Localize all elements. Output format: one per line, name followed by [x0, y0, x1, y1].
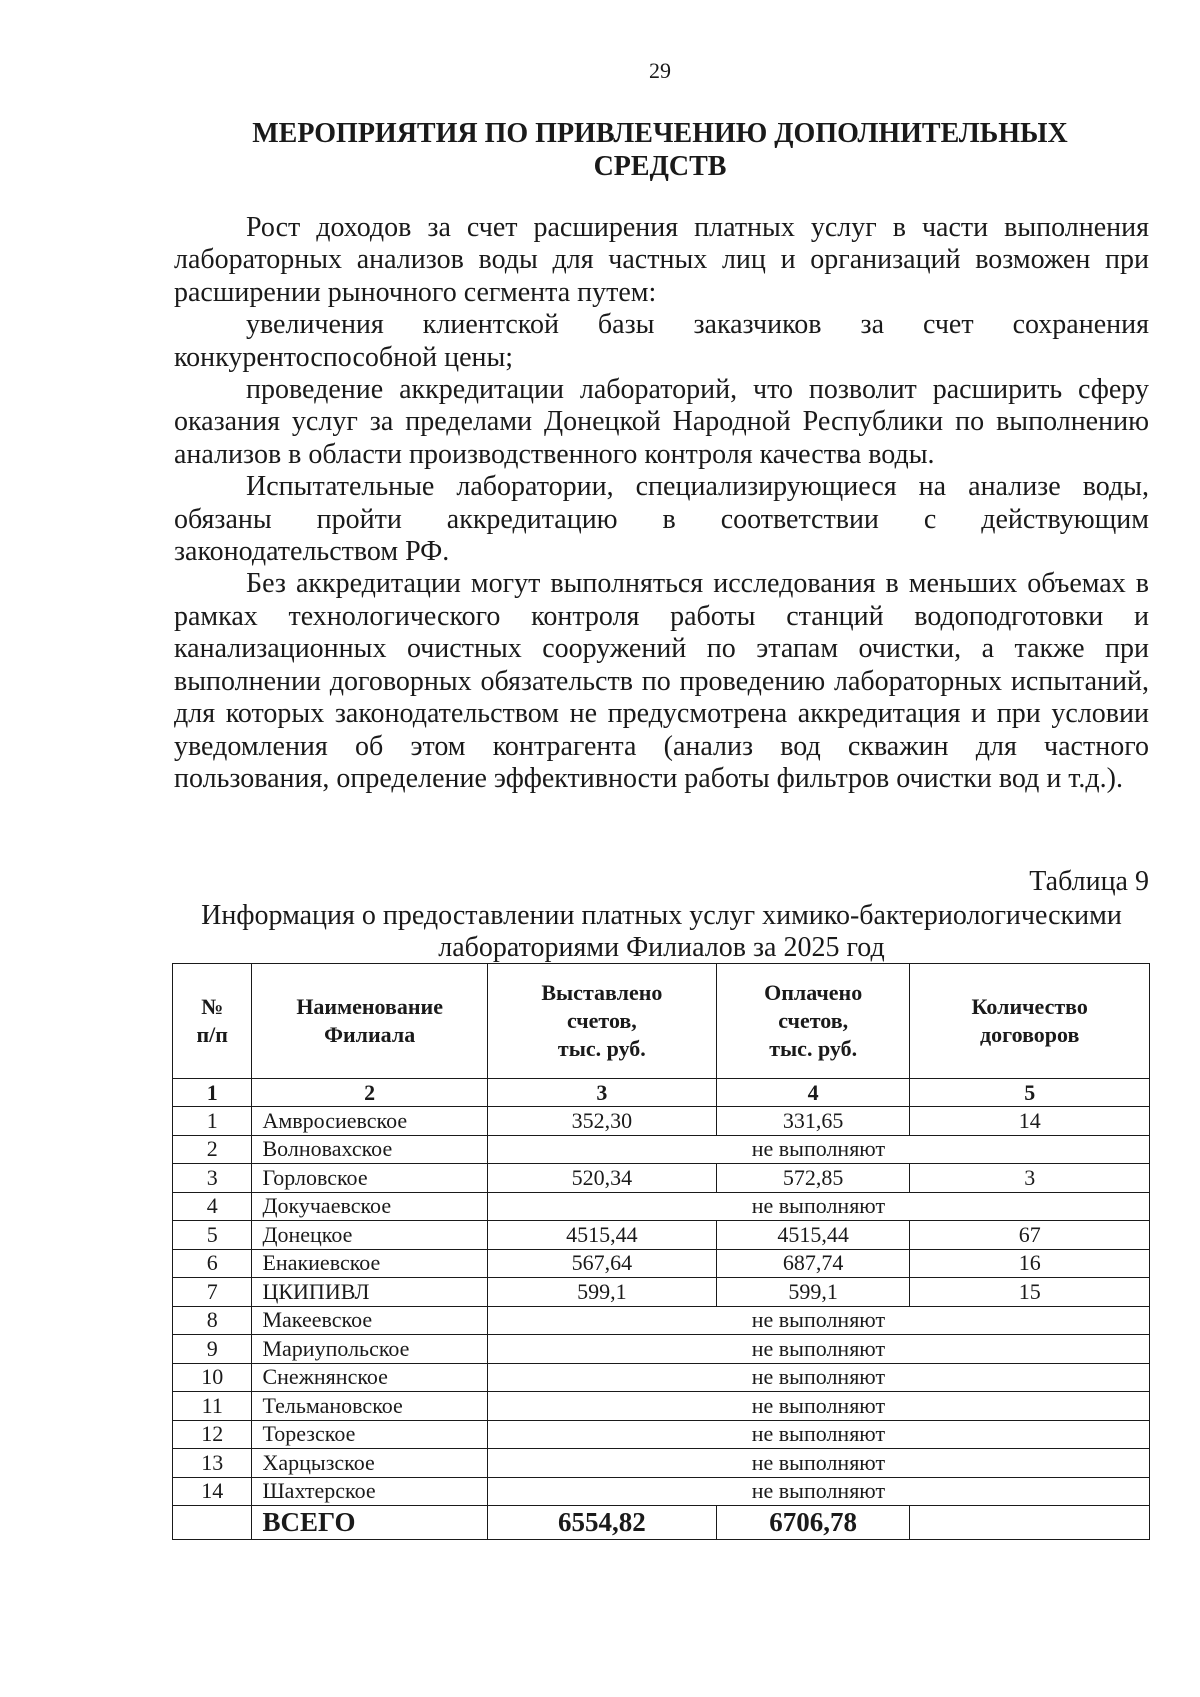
- billed-value: 352,30: [487, 1107, 716, 1136]
- header-billed: [487, 964, 716, 1079]
- table-row: [173, 1278, 1150, 1307]
- branch-name: ЦКИПИВЛ: [252, 1278, 487, 1307]
- row-status: не выполняют: [487, 1306, 1149, 1335]
- table-header-row: [173, 964, 1150, 1079]
- row-status: не выполняют: [487, 1135, 1149, 1164]
- branch-name: Горловское: [252, 1164, 487, 1193]
- table-title: [174, 900, 1149, 964]
- contracts-value: 3: [910, 1164, 1150, 1193]
- row-status: не выполняют: [487, 1477, 1149, 1506]
- row-number: 2: [173, 1135, 252, 1164]
- table-row: [173, 1221, 1150, 1250]
- table-row: [173, 1477, 1150, 1506]
- body-text: [174, 212, 1149, 795]
- total-row: [173, 1506, 1150, 1540]
- table-row: [173, 1420, 1150, 1449]
- header-paid: [716, 964, 910, 1079]
- table-label: Таблица 9: [1029, 866, 1149, 897]
- row-number: 1: [173, 1107, 252, 1136]
- section-heading: [240, 117, 1080, 183]
- row-number: 13: [173, 1449, 252, 1478]
- billed-value: 4515,44: [487, 1221, 716, 1250]
- branch-name: Енакиевское: [252, 1249, 487, 1278]
- paid-value: 4515,44: [716, 1221, 910, 1250]
- header-num: [173, 964, 252, 1079]
- header-name: [252, 964, 487, 1079]
- paragraph: увеличения клиентской базы заказчиков за счет сохранения конкурентоспособной цены;: [174, 309, 1149, 373]
- page-number: 29: [649, 58, 671, 83]
- branch-name: Снежнянское: [252, 1363, 487, 1392]
- row-number: 10: [173, 1363, 252, 1392]
- row-number: 9: [173, 1335, 252, 1364]
- header-billed-line: Выставлено: [541, 980, 663, 1005]
- table-row: [173, 1164, 1150, 1193]
- header-paid-line: Оплачено: [764, 980, 863, 1005]
- row-number: 8: [173, 1306, 252, 1335]
- table-row: [173, 1335, 1150, 1364]
- header-num-line: п/п: [196, 1022, 228, 1047]
- column-number-row: [173, 1079, 1150, 1107]
- contracts-value: 15: [910, 1278, 1150, 1307]
- contracts-value: 67: [910, 1221, 1150, 1250]
- services-table: [172, 963, 1150, 1540]
- row-number: 4: [173, 1192, 252, 1221]
- column-number: 2: [252, 1079, 487, 1107]
- header-num-line: №: [201, 994, 224, 1019]
- total-num-cell: [173, 1506, 252, 1540]
- section-heading-line-2: СРЕДСТВ: [593, 151, 727, 183]
- column-number: 4: [716, 1079, 910, 1107]
- header-contracts-line: Количество: [971, 994, 1088, 1019]
- header-billed-line: тыс. руб.: [557, 1036, 646, 1061]
- billed-value: 567,64: [487, 1249, 716, 1278]
- row-status: не выполняют: [487, 1420, 1149, 1449]
- paragraph: Рост доходов за счет расширения платных услуг в части выполнения лабораторных анализов воды для частных лиц и организаций возможен при расширении рыночного сегмента путем:: [174, 212, 1149, 308]
- header-name-line: Филиала: [324, 1022, 416, 1047]
- table-title-line-1: Информация о предоставлении платных услуг химико-бактериологическими: [201, 900, 1122, 931]
- row-status: не выполняют: [487, 1192, 1149, 1221]
- section-heading-line-1: МЕРОПРИЯТИЯ ПО ПРИВЛЕЧЕНИЮ ДОПОЛНИТЕЛЬНЫХ: [252, 118, 1068, 149]
- row-status: не выполняют: [487, 1335, 1149, 1364]
- branch-name: Макеевское: [252, 1306, 487, 1335]
- column-number: 1: [173, 1079, 252, 1107]
- branch-name: Торезское: [252, 1420, 487, 1449]
- header-paid-line: тыс. руб.: [769, 1036, 858, 1061]
- table-row: [173, 1135, 1150, 1164]
- row-status: не выполняют: [487, 1392, 1149, 1421]
- row-number: 5: [173, 1221, 252, 1250]
- row-number: 12: [173, 1420, 252, 1449]
- branch-name: Мариупольское: [252, 1335, 487, 1364]
- total-contracts: [910, 1506, 1150, 1540]
- total-label: ВСЕГО: [252, 1506, 487, 1540]
- branch-name: Докучаевское: [252, 1192, 487, 1221]
- table-row: [173, 1306, 1150, 1335]
- header-contracts-line: договоров: [980, 1022, 1080, 1047]
- table-row: [173, 1249, 1150, 1278]
- paid-value: 572,85: [716, 1164, 910, 1193]
- column-number: 5: [910, 1079, 1150, 1107]
- table-row: [173, 1192, 1150, 1221]
- paid-value: 331,65: [716, 1107, 910, 1136]
- paragraph: проведение аккредитации лабораторий, что позволит расширить сферу оказания услуг за пределами Донецкой Народной Республики по выполнению анализов в области производственного контроля качества воды.: [174, 374, 1149, 470]
- header-paid-line: счетов,: [778, 1008, 849, 1033]
- row-number: 3: [173, 1164, 252, 1193]
- branch-name: Харцызское: [252, 1449, 487, 1478]
- table-row: [173, 1449, 1150, 1478]
- contracts-value: 14: [910, 1107, 1150, 1136]
- table-row: [173, 1107, 1150, 1136]
- branch-name: Волновахское: [252, 1135, 487, 1164]
- branch-name: Тельмановское: [252, 1392, 487, 1421]
- table-title-line-2: лабораториями Филиалов за 2025 год: [438, 932, 885, 963]
- row-status: не выполняют: [487, 1449, 1149, 1478]
- header-billed-line: счетов,: [566, 1008, 637, 1033]
- total-billed: 6554,82: [487, 1506, 716, 1540]
- row-number: 7: [173, 1278, 252, 1307]
- table-row: [173, 1363, 1150, 1392]
- table-row: [173, 1392, 1150, 1421]
- row-status: не выполняют: [487, 1363, 1149, 1392]
- paid-value: 599,1: [716, 1278, 910, 1307]
- paragraph: Без аккредитации могут выполняться исследования в меньших объемах в рамках технологического контроля работы станций водоподготовки и канализационных очистных сооружений по этапам очистки, а также при выполнении договорных обязательств по проведению лабораторных испытаний, для которых законодательством не предусмотрена аккредитация и при условии уведомления об этом контрагента (анализ вод скважин для частного пользования, определение эффективности работы фильтров очистки вод и т.д.).: [174, 568, 1149, 794]
- column-number: 3: [487, 1079, 716, 1107]
- row-number: 14: [173, 1477, 252, 1506]
- total-paid: 6706,78: [716, 1506, 910, 1540]
- branch-name: Шахтерское: [252, 1477, 487, 1506]
- row-number: 11: [173, 1392, 252, 1421]
- contracts-value: 16: [910, 1249, 1150, 1278]
- header-name-line: Наименование: [296, 994, 443, 1019]
- header-contracts: [910, 964, 1150, 1079]
- row-number: 6: [173, 1249, 252, 1278]
- branch-name: Донецкое: [252, 1221, 487, 1250]
- paid-value: 687,74: [716, 1249, 910, 1278]
- billed-value: 599,1: [487, 1278, 716, 1307]
- billed-value: 520,34: [487, 1164, 716, 1193]
- paragraph: Испытательные лаборатории, специализирующиеся на анализе воды, обязаны пройти аккредитацию в соответствии с действующим законодательством РФ.: [174, 471, 1149, 568]
- branch-name: Амвросиевское: [252, 1107, 487, 1136]
